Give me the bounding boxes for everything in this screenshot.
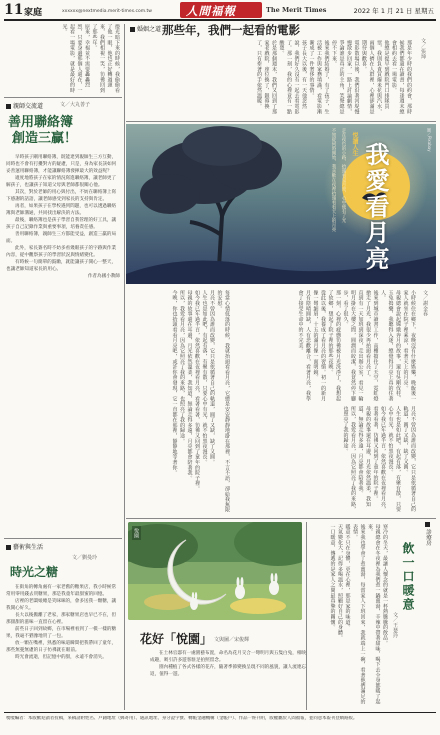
hero-title: 我愛看月亮 [361, 142, 390, 272]
article-contact-book: 早時孩子剛用聯絡簿，既能達到親師生三方互動，同時也不會有打擾對方的疑慮，只是，身為家長該如何妥善運用聯絡簿，才能讓聯絡簿發揮最大的效益呢？ 適度地將孩子在家的情況寫進聯絡簿，讓老師更了解孩子，也讓孩子知道父母與老師都很關心他。 其次，對於老師的用心與付出，不妨在聯絡簿上寫下感謝的話語，讓老師感受到家長的支持與肯定。 再者，如果孩子在學校遇到問題，也可以透過聯絡簿與老師溝通，共同找出解決的方法。 最後，聯絡簿也是孩子學習自我管理的好工具，讓孩子自己記錄作業與重要事項，培養責任感。 善用聯絡簿，親師生三方都能受益，創造三贏的局面。 此外，家長簽名時不妨多看幾眼孩子的字跡與作業內容，從中觀察孩子的學習狀況與情緒變化。 有時候一句簡單的鼓勵，就能讓孩子開心一整天，也讓老師知道家長的用心。 作者為國小教師 [6, 155, 120, 279]
headline-warmth: 飲一口暖意 [401, 542, 415, 612]
headline-movies: 那些年，我們一起看的電影 [162, 23, 300, 37]
logo-text: 人間福報 [186, 4, 236, 18]
section-label-marriage: 婚姻之道 [130, 24, 161, 33]
issue-date: 2022 年 1 月 21 日 星期五 [353, 7, 434, 15]
contact-email: xxxxxx@nextmedia.merit-times.com.tw [62, 9, 152, 14]
hero-subtitle-2: 不知從何時開始，我喜歡在夜裡抬頭看看天上的月亮 [331, 128, 336, 232]
byline-parent-teacher: 文／大丸善子 [60, 102, 91, 108]
logo-english: The Merit Times [266, 6, 327, 14]
article-moon-left: 每當心情低落的時候，我就抬頭看看月亮，它總是安安靜靜地掛在那裡，不言不語，卻給我無限的安慰。 月亮不曾因為誰而改變，它只是依循著自己的軌道，圓了又缺，缺了又圓。 人生也是如此吧，有起有落，有聚有散，只要心中有光，就不怕黑夜漫長。 如今我已年過半百，依然喜歡在夜裡看月亮，看著看著，彷彿又回到了童年的院子裡。 母親的故事還在耳邊，月光依然溫柔，我知道，無論走得多遠，月亮都會陪著我。 所以，我愛看月亮，因為它照亮了我的來路，也照亮了我的歸途。 今晚，你也抬頭看看月亮吧，或許你會發現，它一直都在那裡，靜靜地等著你。 [171, 290, 230, 513]
crescent-moon-sculpture-image [128, 522, 302, 620]
article-moon-main: 小時候住在鄉下，夜晚沒有什麼娛樂，晚飯後一家人就坐在院子裡乘涼，看著天上的月亮。 母親總會說起嫦娥奔月的故事，還有吳剛伐桂、玉兔搗藥，我聽得入迷，總覺得月亮上真的住著人。 後來到城市讀書工作，高樓擋住了天空，霓虹燈搶走了月光，我很少再抬頭看月亮了。 直到有一天加班到深夜，走出辦公室，看見一輪明月掛在大樓之間，圓潤而皎潔，我竟然停下腳步，看了很久。 那一刻，心裡的疲憊彷彿被月光洗淨了，我想起了故鄉，想起了院子裡的那些夜晚。 從此以後，我養成了看月亮的習慣。初一的新月像一彎細眉，十五的滿月像一面明鏡。 月有陰晴圓缺，人有悲歡離合，看著月亮，我學會了接受生命中的不完美。 [297, 290, 416, 402]
photo-caption: 悅園 [133, 528, 139, 538]
page-number: 11 [4, 2, 24, 18]
article-warmth: 寒冷的冬天，最讓人懷念的就是一杯熱騰騰的飲品。 母親總會在冬夜裡為我們煮一鍋薑湯，辛辣中帶著甜味，喝下去全身都暖了起來。 後來我也學會了煮薑湯，每當家人下班回來，我就端上一碗，看著他們滿足的表情。 暖意不只在身體，更在心裡，那是家的味道。 天氣變化大，記得多喝溫水，照顧好自己的身體。 一口暖意，傳遞的是家人之間最真摯的關懷。 [329, 524, 388, 705]
hero-tag: 悦讀人生 [351, 132, 358, 156]
section-label-clinic: 診療房 [424, 522, 432, 546]
byline-art-life: 文／劉曼玲 [72, 555, 98, 561]
hero-credit: 圖／Pixabay [427, 128, 432, 152]
headline-time-candy: 時光之糖 [10, 565, 59, 579]
garden-photo [128, 522, 302, 620]
byline-garden: 文與圖／宋俊輝 [214, 637, 250, 643]
article-movies: 那是年少時的我們的約會，那時候我們都還在讀書，每逢週末總會相約去看一場電影。 他總是提早到戲院門口排隊買票，我則負責買爆米花與汽水，兩個人擠在人群裡，心裡卻滿是期待與歡喜。 電影散場以後，我們沿著河堤慢慢散步回家，一路上討論劇情，爭論誰是真正的主角，笑聲總是停不下來。 後來我們結婚了，有了孩子，生活被工作與家務填滿，看電影漸漸成了一件奢侈的事情。 孩子長大以後，有一天他忽然說，我們好久沒有一起去看電影了。那一刻，我的心裡竟有一點酸楚。 於是那個週末，我們又回到了那家老戲院，座位換了，銀幕換了，只有牽著的手依然溫暖。 [256, 40, 412, 115]
masthead [0, 0, 440, 22]
article-time-candy: 在街角的轉角處有一家老舊的糖果店，我小時候常常用零用錢去買糖果，那是我童年最甜蜜的回憶。 店裡的老闆娘總是笑咪咪的，會多送我一顆糖，讓我開心好久。 長大以後搬離了老家，那家糖果店也早已不在，但那甜甜的滋味一直留在心裡。 前些日子回到故鄉，在市場裡看到了一模一樣的糖果，我毫不猶豫地買了一包。 放一顆在嘴裡，熟悉的味道瞬間把我帶回了童年，那些無憂無慮的日子彷彿就在眼前。 時光會流逝，但記憶中的甜，永遠不會消失。 [6, 585, 117, 660]
section-label-art-life: 藝術與生活 [6, 542, 43, 551]
left-top-continuation: 燈光暗下來的時候，我偷偷看了他一眼，他也正好轉過頭來，我們相視一笑，彷彿回到了那些年。 原來，幸福並不需要轟轟烈烈，只要身邊那個人還在，一起看一場電影，就是最好的時光。 [61, 24, 120, 93]
section-name: 家庭 [24, 8, 43, 18]
byline-warmth: 文／王楚玲 [392, 612, 398, 639]
section-label-parent-teacher: 親師交流道 [6, 101, 43, 110]
headline-garden: 花好「悅園」 [140, 632, 213, 646]
byline-movies: 文／張坤 [420, 38, 426, 60]
logo [180, 2, 262, 18]
byline-moon: 文／謝金春 [422, 290, 428, 317]
article-garden: 在土林官邸有一處園藝布置，命名為花月交合一彎明月與五隻白兔，相映成趣，吸引許多遊客駐足拍照留念。 園內種植了各式各樣的花卉，隨著季節變換呈現不同的風貌，讓人流連忘返，值得一遊。 [150, 651, 307, 677]
headline-contact-book: 善用聯絡簿 創造三贏！ [8, 115, 78, 146]
hero-illustration [126, 124, 436, 284]
article-moon-lower: 月亮不曾因為誰而改變，它只是依循著自己的軌道，圓了又缺，缺了又圓。 人生也是如此吧，有起有落，有聚有散，只要心中有光，就不怕黑夜漫長。 如今我已年過半百，依然喜歡在夜裡看月亮，看著看著，彷彿又回到了童年的院子裡。 母親的故事還在耳邊，月光依然溫柔，我知道，無論走得多遠，月亮都會陪著我。 所以，我愛看月亮，因為它照亮了我的來路，也照亮了我的歸途。 [342, 406, 416, 512]
footer-notice: 噯噯編者：本版歡迎讀者投稿，來稿請附姓名、戶籍地址（郵寄用）、通訊地址、身分證字號、轉帳金融機構（金帳戶）、作品一經刊用，版權屬於人間福報，並同意本報刊登網路版。 [6, 716, 358, 721]
hero-subtitle: 走在夜色的小路，抬頭看見月亮，心中便有了光 [341, 128, 346, 223]
